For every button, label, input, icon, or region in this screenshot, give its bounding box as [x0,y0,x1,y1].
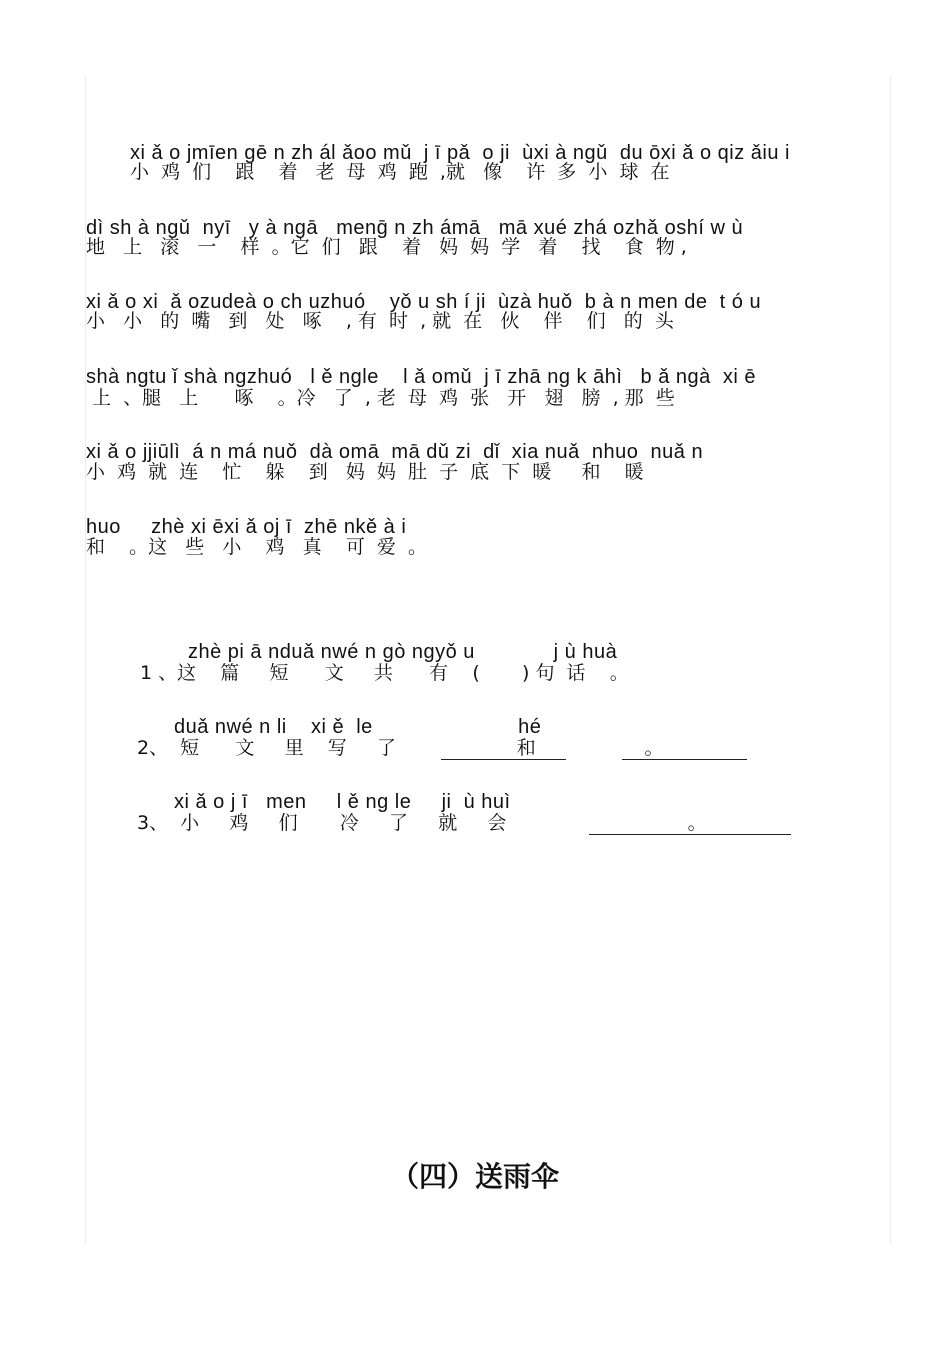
pinyin-row: xi ǎ o jjiūlì á n má nuǒ dà omā mā dǔ zi dǐ xia nuǎ nhuo nuǎ n [86,441,704,463]
pinyin-row: huo zhè xi ēxi ǎ oj ī zhē nkě à i [86,516,407,538]
passage-line-4 [0,367,950,427]
hanzi-row: 地 上 滚 一 样 。它 们 跟 着 妈 妈 学 着 找 食 物 , [86,236,687,258]
passage-line-6 [0,517,950,577]
pinyin-row: xi ǎ o xi ǎ ozudeà o ch uzhuó yǒ u sh í ji ùzà huǒ b à n men de t ó u [86,291,762,313]
question-2 [0,717,950,777]
question-1 [0,642,950,702]
answer-blank-3[interactable] [589,834,791,835]
hanzi-row: 小 鸡 们 跟 着 老 母 鸡 跑 ,就 像 许 多 小 球 在 [130,161,670,183]
hanzi-row: 2、 短 文 里 写 了 和 。 [137,737,664,759]
passage-line-3 [0,292,950,352]
hanzi-row: 小 小 的 嘴 到 处 啄 , 有 时 , 就 在 伙 伴 们 的 头 [86,310,674,332]
passage-line-1 [0,143,950,203]
hanzi-row: 和 。这 些 小 鸡 真 可 爱 。 [86,536,427,558]
hanzi-row: 3、 小 鸡 们 冷 了 就 会 。 [137,812,707,834]
hanzi-row: 小 鸡 就 连 忙 躲 到 妈 妈 肚 子 底 下 暖 和 暖 [86,461,644,483]
pinyin-row: zhè pi ā nduǎ nwé n gò ngyǒ u j ù huà [188,641,618,663]
pinyin-row: xi ǎ o j ī men l ě ng le ji ù huì [174,791,511,813]
pinyin-row: dì sh à ngǔ nyī y à ngā menḡ n zh ámā mā xué zhá ozhǎ oshí w ù [86,217,744,239]
pinyin-row: shà ngtu ǐ shà ngzhuó l ě ngle l ǎ omǔ j ī zhā ng k āhì b ǎ ngà xi ē [86,366,757,388]
pinyin-row: xi ǎ o jmīen gē n zh ál ǎoo mǔ j ī pǎ o ji ùxi à ngǔ du ōxi ǎ o qiz ǎiu i [130,142,790,164]
pinyin-row: duǎ nwé n li xi ě le hé [174,716,542,738]
answer-blank-1[interactable] [441,759,566,760]
passage-line-2 [0,218,950,278]
question-3 [0,792,950,852]
answer-blank-2[interactable] [622,759,747,760]
section-title: （四）送雨伞 [390,1160,559,1193]
hanzi-row: 1 、这 篇 短 文 共 有 ( ) 句 话 。 [140,662,629,684]
passage-line-5 [0,442,950,502]
hanzi-row: 上 、腿 上 啄 。冷 了 , 老 母 鸡 张 开 翅 膀 , 那 些 [86,387,675,409]
